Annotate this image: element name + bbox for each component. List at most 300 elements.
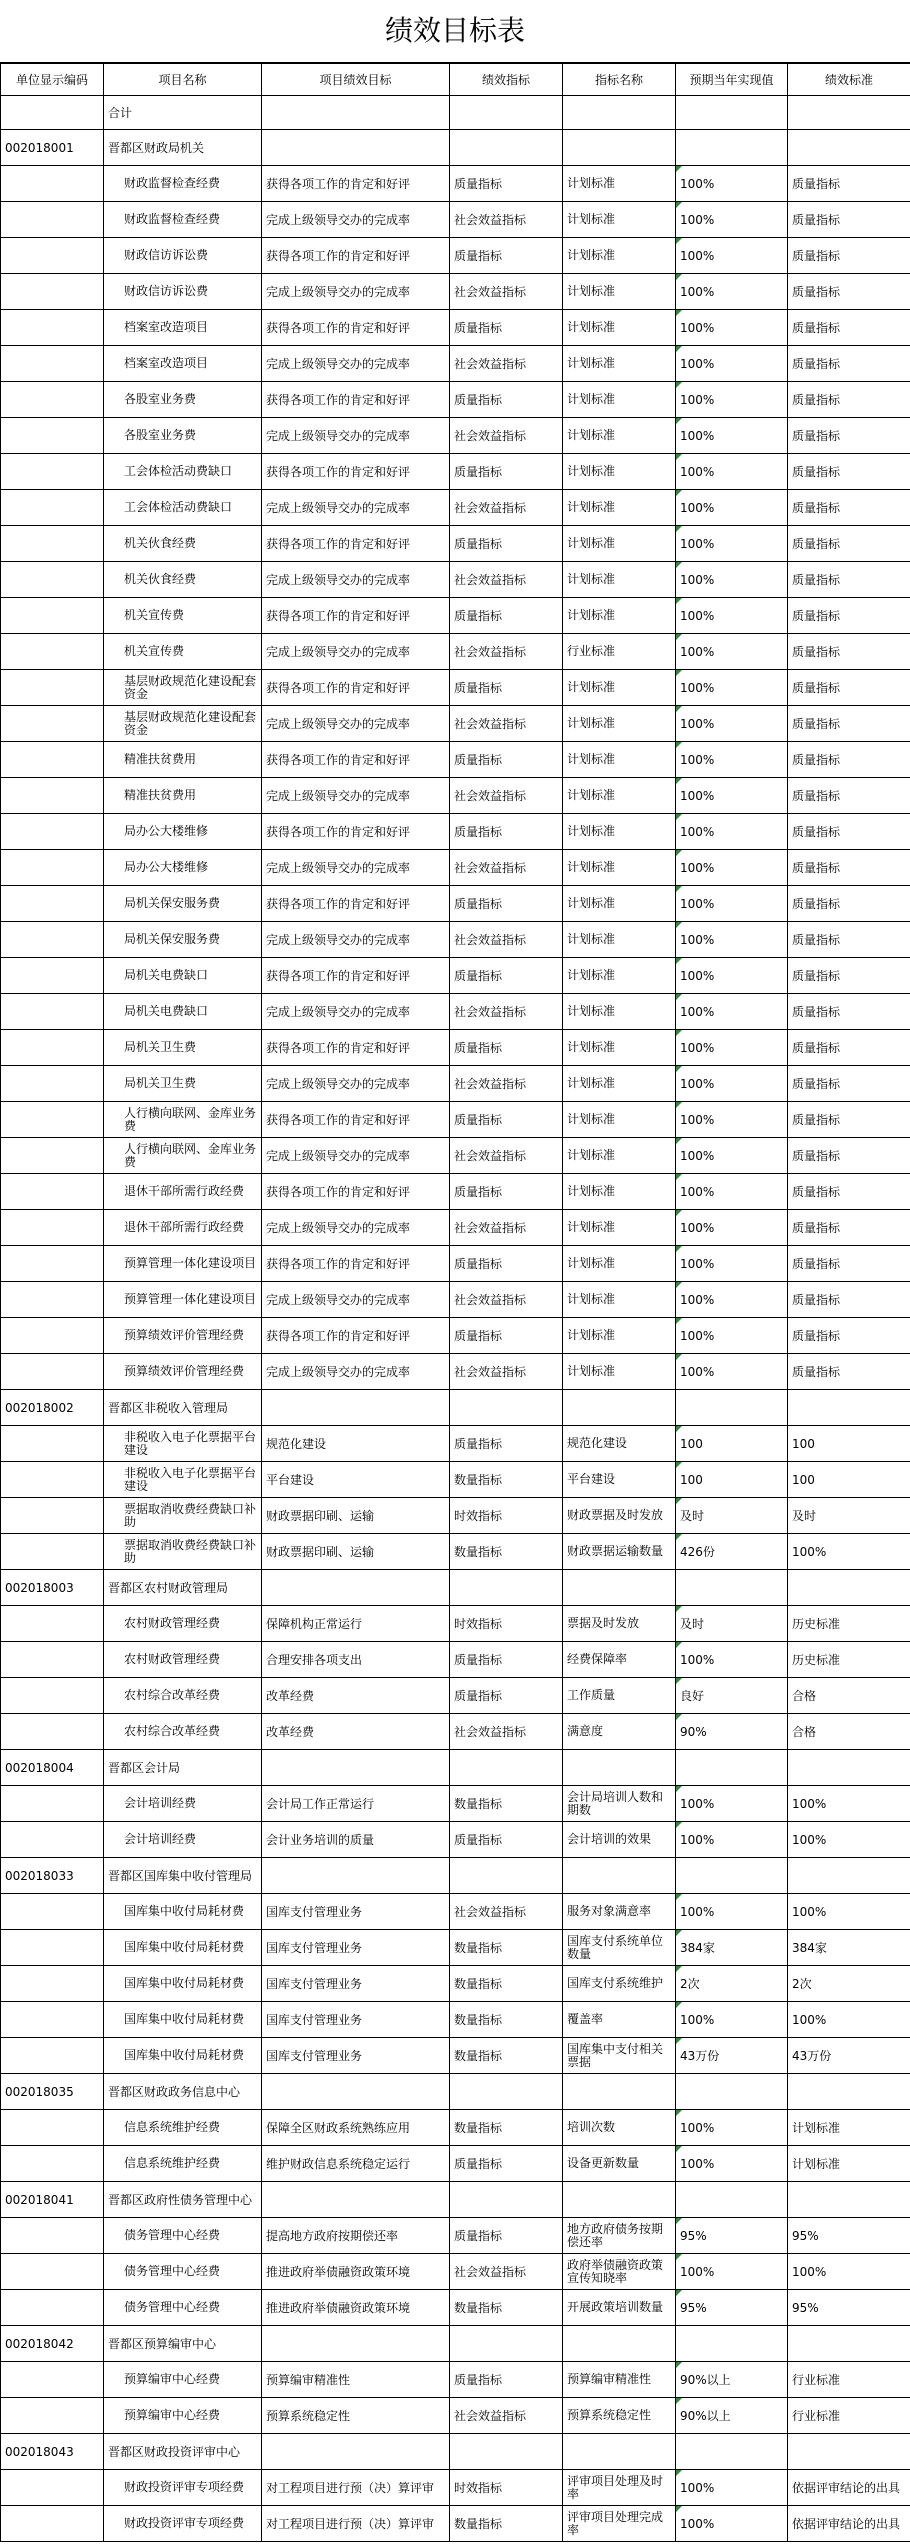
standard-cell <box>788 130 910 166</box>
project-name-cell: 农村综合改革经费 <box>104 1714 262 1750</box>
performance-goal-cell: 财政票据印刷、运输 <box>262 1534 450 1570</box>
standard-cell: 100% <box>788 1786 910 1822</box>
standard-cell: 依据评审结论的出具 <box>788 2506 910 2542</box>
table-row <box>1 1210 910 1246</box>
indicator-name-cell: 计划标准 <box>563 958 676 994</box>
table-row <box>1 1030 910 1066</box>
expected-value-cell: 100% <box>676 2146 788 2182</box>
unit-code-cell <box>1 2002 104 2038</box>
indicator-name-cell: 政府举债融资政策宣传知晓率 <box>563 2254 676 2290</box>
project-name-cell: 农村财政管理经费 <box>104 1606 262 1642</box>
performance-goal-cell: 获得各项工作的肯定和好评 <box>262 1174 450 1210</box>
unit-code-cell <box>1 526 104 562</box>
expected-value-cell: 100% <box>676 1210 788 1246</box>
unit-code-cell <box>1 778 104 814</box>
standard-cell: 100% <box>788 1894 910 1930</box>
standard-cell: 质量指标 <box>788 1246 910 1282</box>
expected-value-cell: 100% <box>676 994 788 1030</box>
standard-cell <box>788 1750 910 1786</box>
performance-goal-cell: 完成上级领导交办的完成率 <box>262 1066 450 1102</box>
project-name-cell: 预算管理一体化建设项目 <box>104 1282 262 1318</box>
table-row <box>1 1930 910 1966</box>
unit-section-row <box>1 130 910 166</box>
expected-value-cell: 100% <box>676 706 788 742</box>
performance-goal-cell: 财政票据印刷、运输 <box>262 1498 450 1534</box>
table-row <box>1 1786 910 1822</box>
performance-goal-cell: 获得各项工作的肯定和好评 <box>262 670 450 706</box>
performance-goal-cell: 完成上级领导交办的完成率 <box>262 346 450 382</box>
unit-code-cell <box>1 2038 104 2074</box>
indicator-name-cell <box>563 2074 676 2110</box>
performance-goal-cell: 获得各项工作的肯定和好评 <box>262 166 450 202</box>
project-name-cell: 财政监督检查经费 <box>104 202 262 238</box>
indicator-name-cell: 计划标准 <box>563 1246 676 1282</box>
indicator-cell: 社会效益指标 <box>450 274 563 310</box>
indicator-cell: 数量指标 <box>450 1462 563 1498</box>
performance-goal-cell: 获得各项工作的肯定和好评 <box>262 598 450 634</box>
standard-cell: 质量指标 <box>788 526 910 562</box>
unit-code-cell <box>1 1642 104 1678</box>
unit-code-cell <box>1 2470 104 2506</box>
standard-cell: 行业标准 <box>788 2362 910 2398</box>
table-row <box>1 1642 910 1678</box>
unit-code-cell <box>1 1822 104 1858</box>
unit-code-cell: 002018002 <box>1 1390 104 1426</box>
indicator-name-cell: 计划标准 <box>563 994 676 1030</box>
standard-cell: 质量指标 <box>788 814 910 850</box>
table-row <box>1 598 910 634</box>
unit-code-cell <box>1 310 104 346</box>
standard-cell: 合格 <box>788 1678 910 1714</box>
expected-value-cell: 90%以上 <box>676 2362 788 2398</box>
standard-cell: 质量指标 <box>788 742 910 778</box>
unit-code-cell <box>1 238 104 274</box>
expected-value-cell: 100% <box>676 1318 788 1354</box>
performance-goal-cell: 完成上级领导交办的完成率 <box>262 994 450 1030</box>
indicator-cell: 数量指标 <box>450 1534 563 1570</box>
project-name-cell: 预算绩效评价管理经费 <box>104 1318 262 1354</box>
indicator-name-cell: 票据及时发放 <box>563 1606 676 1642</box>
project-name-cell: 晋都区预算编审中心 <box>104 2326 262 2362</box>
indicator-cell: 质量指标 <box>450 1678 563 1714</box>
expected-value-cell: 100% <box>676 454 788 490</box>
expected-value-cell <box>676 2326 788 2362</box>
standard-cell: 质量指标 <box>788 670 910 706</box>
project-name-cell: 信息系统维护经费 <box>104 2110 262 2146</box>
project-name-cell: 财政监督检查经费 <box>104 166 262 202</box>
performance-goal-cell <box>262 130 450 166</box>
unit-code-cell <box>1 1318 104 1354</box>
unit-code-cell <box>1 2254 104 2290</box>
indicator-cell: 社会效益指标 <box>450 202 563 238</box>
standard-cell: 质量指标 <box>788 850 910 886</box>
performance-goal-cell: 完成上级领导交办的完成率 <box>262 1282 450 1318</box>
indicator-cell: 社会效益指标 <box>450 490 563 526</box>
expected-value-cell: 100% <box>676 814 788 850</box>
table-row <box>1 1462 910 1498</box>
performance-goal-cell: 获得各项工作的肯定和好评 <box>262 238 450 274</box>
unit-code-cell <box>1 850 104 886</box>
table-row <box>1 2110 910 2146</box>
project-name-cell: 预算管理一体化建设项目 <box>104 1246 262 1282</box>
expected-value-cell: 100% <box>676 166 788 202</box>
indicator-name-cell: 财政票据及时发放 <box>563 1498 676 1534</box>
standard-cell: 95% <box>788 2290 910 2326</box>
indicator-name-cell: 计划标准 <box>563 1210 676 1246</box>
indicator-cell: 数量指标 <box>450 1786 563 1822</box>
unit-code-cell <box>1 562 104 598</box>
indicator-cell: 质量指标 <box>450 2146 563 2182</box>
expected-value-cell: 及时 <box>676 1606 788 1642</box>
project-name-cell: 国库集中收付局耗材费 <box>104 1894 262 1930</box>
indicator-name-cell: 计划标准 <box>563 1282 676 1318</box>
unit-code-cell <box>1 634 104 670</box>
expected-value-cell: 100% <box>676 1102 788 1138</box>
indicator-cell <box>450 2074 563 2110</box>
indicator-cell: 社会效益指标 <box>450 562 563 598</box>
unit-code-cell <box>1 1894 104 1930</box>
indicator-cell: 社会效益指标 <box>450 1354 563 1390</box>
performance-goal-cell <box>262 96 450 130</box>
table-row <box>1 634 910 670</box>
unit-code-cell <box>1 490 104 526</box>
unit-code-cell <box>1 886 104 922</box>
unit-code-cell <box>1 382 104 418</box>
unit-code-cell: 002018035 <box>1 2074 104 2110</box>
unit-code-cell <box>1 1426 104 1462</box>
table-row <box>1 994 910 1030</box>
unit-code-cell <box>1 1174 104 1210</box>
performance-goal-cell: 国库支付管理业务 <box>262 1930 450 1966</box>
expected-value-cell: 100% <box>676 1066 788 1102</box>
performance-goal-cell: 获得各项工作的肯定和好评 <box>262 1318 450 1354</box>
indicator-cell: 社会效益指标 <box>450 1282 563 1318</box>
indicator-name-cell: 财政票据运输数量 <box>563 1534 676 1570</box>
header-standard: 绩效标准 <box>788 64 910 96</box>
performance-goal-cell: 合理安排各项支出 <box>262 1642 450 1678</box>
project-name-cell: 晋都区财政投资评审中心 <box>104 2434 262 2470</box>
indicator-name-cell <box>563 2326 676 2362</box>
unit-code-cell <box>1 2362 104 2398</box>
table-row <box>1 1534 910 1570</box>
indicator-name-cell: 计划标准 <box>563 778 676 814</box>
performance-goal-cell <box>262 2074 450 2110</box>
table-row <box>1 2470 910 2506</box>
indicator-cell: 社会效益指标 <box>450 1138 563 1174</box>
expected-value-cell: 90%以上 <box>676 2398 788 2434</box>
table-row <box>1 490 910 526</box>
indicator-name-cell: 计划标准 <box>563 1174 676 1210</box>
indicator-name-cell <box>563 1750 676 1786</box>
project-name-cell: 合计 <box>104 96 262 130</box>
performance-goal-cell: 完成上级领导交办的完成率 <box>262 274 450 310</box>
project-name-cell: 财政信访诉讼费 <box>104 238 262 274</box>
project-name-cell: 预算编审中心经费 <box>104 2398 262 2434</box>
expected-value-cell: 100% <box>676 382 788 418</box>
standard-cell <box>788 2326 910 2362</box>
project-name-cell: 国库集中收付局耗材费 <box>104 1966 262 2002</box>
project-name-cell: 机关宣传费 <box>104 598 262 634</box>
standard-cell: 384家 <box>788 1930 910 1966</box>
expected-value-cell: 100% <box>676 1174 788 1210</box>
indicator-name-cell: 计划标准 <box>563 814 676 850</box>
standard-cell: 计划标准 <box>788 2146 910 2182</box>
expected-value-cell: 100% <box>676 202 788 238</box>
unit-code-cell <box>1 1966 104 2002</box>
table-row <box>1 1138 910 1174</box>
expected-value-cell: 100% <box>676 1354 788 1390</box>
indicator-cell: 社会效益指标 <box>450 778 563 814</box>
indicator-name-cell: 计划标准 <box>563 526 676 562</box>
expected-value-cell: 100% <box>676 1894 788 1930</box>
unit-code-cell <box>1 96 104 130</box>
expected-value-cell <box>676 96 788 130</box>
expected-value-cell: 100% <box>676 346 788 382</box>
standard-cell: 质量指标 <box>788 1102 910 1138</box>
expected-value-cell: 100% <box>676 1822 788 1858</box>
standard-cell: 质量指标 <box>788 454 910 490</box>
table-row <box>1 1066 910 1102</box>
expected-value-cell: 100% <box>676 2254 788 2290</box>
indicator-name-cell: 计划标准 <box>563 382 676 418</box>
indicator-cell: 质量指标 <box>450 310 563 346</box>
expected-value-cell: 100% <box>676 958 788 994</box>
table-row <box>1 1966 910 2002</box>
indicator-name-cell <box>563 1570 676 1606</box>
table-row <box>1 1894 910 1930</box>
performance-goal-cell: 保障机构正常运行 <box>262 1606 450 1642</box>
performance-goal-cell: 获得各项工作的肯定和好评 <box>262 958 450 994</box>
indicator-cell: 社会效益指标 <box>450 1714 563 1750</box>
expected-value-cell: 良好 <box>676 1678 788 1714</box>
expected-value-cell: 384家 <box>676 1930 788 1966</box>
indicator-name-cell: 计划标准 <box>563 274 676 310</box>
indicator-name-cell: 计划标准 <box>563 1066 676 1102</box>
indicator-cell: 数量指标 <box>450 2002 563 2038</box>
standard-cell: 依据评审结论的出具 <box>788 2470 910 2506</box>
performance-goal-cell: 完成上级领导交办的完成率 <box>262 490 450 526</box>
table-row <box>1 238 910 274</box>
indicator-cell: 社会效益指标 <box>450 994 563 1030</box>
unit-code-cell <box>1 1714 104 1750</box>
standard-cell: 95% <box>788 2218 910 2254</box>
standard-cell: 质量指标 <box>788 166 910 202</box>
table-row <box>1 562 910 598</box>
indicator-cell <box>450 1858 563 1894</box>
table-row <box>1 274 910 310</box>
project-name-cell: 工会体检活动费缺口 <box>104 454 262 490</box>
standard-cell <box>788 96 910 130</box>
performance-goal-cell: 完成上级领导交办的完成率 <box>262 1354 450 1390</box>
unit-code-cell <box>1 346 104 382</box>
performance-goal-cell: 会计业务培训的质量 <box>262 1822 450 1858</box>
table-row <box>1 814 910 850</box>
project-name-cell: 国库集中收付局耗材费 <box>104 2002 262 2038</box>
table-row <box>1 922 910 958</box>
expected-value-cell: 100% <box>676 1282 788 1318</box>
indicator-name-cell: 计划标准 <box>563 670 676 706</box>
indicator-name-cell <box>563 2182 676 2218</box>
standard-cell: 100% <box>788 1534 910 1570</box>
indicator-name-cell: 计划标准 <box>563 598 676 634</box>
indicator-cell: 社会效益指标 <box>450 418 563 454</box>
unit-code-cell <box>1 1282 104 1318</box>
expected-value-cell: 100% <box>676 562 788 598</box>
project-name-cell: 晋都区财政局机关 <box>104 130 262 166</box>
standard-cell: 质量指标 <box>788 382 910 418</box>
indicator-name-cell: 国库支付系统维护 <box>563 1966 676 2002</box>
unit-code-cell <box>1 1066 104 1102</box>
performance-goal-cell: 维护财政信息系统稳定运行 <box>262 2146 450 2182</box>
unit-section-row <box>1 1570 910 1606</box>
indicator-cell: 质量指标 <box>450 1030 563 1066</box>
performance-goal-cell: 完成上级领导交办的完成率 <box>262 706 450 742</box>
indicator-name-cell: 服务对象满意率 <box>563 1894 676 1930</box>
indicator-cell: 质量指标 <box>450 886 563 922</box>
project-name-cell: 票据取消收费经费缺口补助 <box>104 1534 262 1570</box>
project-name-cell: 基层财政规范化建设配套资金 <box>104 706 262 742</box>
expected-value-cell: 426份 <box>676 1534 788 1570</box>
performance-goal-cell: 完成上级领导交办的完成率 <box>262 202 450 238</box>
project-name-cell: 精准扶贫费用 <box>104 742 262 778</box>
performance-goal-cell: 国库支付管理业务 <box>262 2002 450 2038</box>
standard-cell: 100% <box>788 1822 910 1858</box>
standard-cell: 及时 <box>788 1498 910 1534</box>
table-row <box>1 2398 910 2434</box>
indicator-name-cell: 计划标准 <box>563 706 676 742</box>
expected-value-cell: 90% <box>676 1714 788 1750</box>
unit-code-cell <box>1 1102 104 1138</box>
unit-code-cell <box>1 454 104 490</box>
project-name-cell: 局办公大楼维修 <box>104 814 262 850</box>
indicator-name-cell: 计划标准 <box>563 418 676 454</box>
expected-value-cell: 100% <box>676 670 788 706</box>
indicator-cell: 社会效益指标 <box>450 1066 563 1102</box>
standard-cell: 质量指标 <box>788 706 910 742</box>
table-row <box>1 2218 910 2254</box>
unit-code-cell <box>1 994 104 1030</box>
unit-code-cell <box>1 166 104 202</box>
standard-cell <box>788 2182 910 2218</box>
project-name-cell: 信息系统维护经费 <box>104 2146 262 2182</box>
indicator-cell: 质量指标 <box>450 958 563 994</box>
standard-cell: 质量指标 <box>788 490 910 526</box>
performance-goal-cell: 国库支付管理业务 <box>262 1966 450 2002</box>
indicator-cell <box>450 1570 563 1606</box>
project-name-cell: 各股室业务费 <box>104 418 262 454</box>
performance-goal-cell: 改革经费 <box>262 1714 450 1750</box>
sheet-title: 绩效目标表 <box>0 0 910 63</box>
indicator-cell: 质量指标 <box>450 382 563 418</box>
indicator-name-cell: 满意度 <box>563 1714 676 1750</box>
indicator-name-cell: 计划标准 <box>563 1138 676 1174</box>
table-row <box>1 2290 910 2326</box>
indicator-cell: 质量指标 <box>450 1174 563 1210</box>
table-row <box>1 418 910 454</box>
standard-cell: 质量指标 <box>788 922 910 958</box>
expected-value-cell <box>676 2434 788 2470</box>
indicator-cell <box>450 130 563 166</box>
standard-cell: 质量指标 <box>788 274 910 310</box>
indicator-name-cell: 计划标准 <box>563 238 676 274</box>
expected-value-cell: 100% <box>676 634 788 670</box>
table-row <box>1 454 910 490</box>
project-name-cell: 晋都区政府性债务管理中心 <box>104 2182 262 2218</box>
project-name-cell: 机关宣传费 <box>104 634 262 670</box>
unit-code-cell: 002018003 <box>1 1570 104 1606</box>
header-indicator: 绩效指标 <box>450 64 563 96</box>
expected-value-cell: 100 <box>676 1426 788 1462</box>
performance-goal-cell: 完成上级领导交办的完成率 <box>262 922 450 958</box>
standard-cell: 100 <box>788 1426 910 1462</box>
indicator-cell: 社会效益指标 <box>450 346 563 382</box>
indicator-cell <box>450 1390 563 1426</box>
performance-goal-cell <box>262 2434 450 2470</box>
project-name-cell: 工会体检活动费缺口 <box>104 490 262 526</box>
project-name-cell: 晋都区国库集中收付管理局 <box>104 1858 262 1894</box>
table-row <box>1 1606 910 1642</box>
indicator-name-cell: 开展政策培训数量 <box>563 2290 676 2326</box>
project-name-cell: 票据取消收费经费缺口补助 <box>104 1498 262 1534</box>
project-name-cell: 晋都区非税收入管理局 <box>104 1390 262 1426</box>
indicator-name-cell <box>563 96 676 130</box>
header-expected-value: 预期当年实现值 <box>676 64 788 96</box>
table-row <box>1 958 910 994</box>
table-row <box>1 1498 910 1534</box>
indicator-cell: 社会效益指标 <box>450 1210 563 1246</box>
standard-cell: 质量指标 <box>788 1174 910 1210</box>
indicator-name-cell: 规范化建设 <box>563 1426 676 1462</box>
indicator-cell: 数量指标 <box>450 1966 563 2002</box>
table-row <box>1 1354 910 1390</box>
project-name-cell: 基层财政规范化建设配套资金 <box>104 670 262 706</box>
indicator-name-cell: 计划标准 <box>563 490 676 526</box>
indicator-cell: 数量指标 <box>450 2290 563 2326</box>
indicator-name-cell: 计划标准 <box>563 1354 676 1390</box>
project-name-cell: 局机关卫生费 <box>104 1030 262 1066</box>
unit-code-cell <box>1 814 104 850</box>
indicator-cell: 社会效益指标 <box>450 850 563 886</box>
standard-cell: 计划标准 <box>788 2110 910 2146</box>
unit-code-cell: 002018033 <box>1 1858 104 1894</box>
header-unit-code: 单位显示编码 <box>1 64 104 96</box>
table-row <box>1 2362 910 2398</box>
standard-cell: 历史标准 <box>788 1606 910 1642</box>
standard-cell: 质量指标 <box>788 1066 910 1102</box>
unit-code-cell <box>1 2506 104 2542</box>
standard-cell: 质量指标 <box>788 994 910 1030</box>
performance-goal-cell: 国库支付管理业务 <box>262 1894 450 1930</box>
unit-code-cell <box>1 1498 104 1534</box>
performance-goal-cell: 提高地方政府按期偿还率 <box>262 2218 450 2254</box>
standard-cell: 2次 <box>788 1966 910 2002</box>
indicator-name-cell: 预算系统稳定性 <box>563 2398 676 2434</box>
project-name-cell: 退休干部所需行政经费 <box>104 1210 262 1246</box>
standard-cell: 质量指标 <box>788 598 910 634</box>
indicator-name-cell: 覆盖率 <box>563 2002 676 2038</box>
unit-code-cell <box>1 706 104 742</box>
indicator-name-cell: 平台建设 <box>563 1462 676 1498</box>
standard-cell: 质量指标 <box>788 1030 910 1066</box>
indicator-cell: 社会效益指标 <box>450 922 563 958</box>
unit-code-cell <box>1 2146 104 2182</box>
indicator-cell: 质量指标 <box>450 670 563 706</box>
unit-code-cell: 002018001 <box>1 130 104 166</box>
table-row <box>1 1426 910 1462</box>
expected-value-cell: 100% <box>676 598 788 634</box>
project-name-cell: 局机关电费缺口 <box>104 958 262 994</box>
table-row <box>1 166 910 202</box>
